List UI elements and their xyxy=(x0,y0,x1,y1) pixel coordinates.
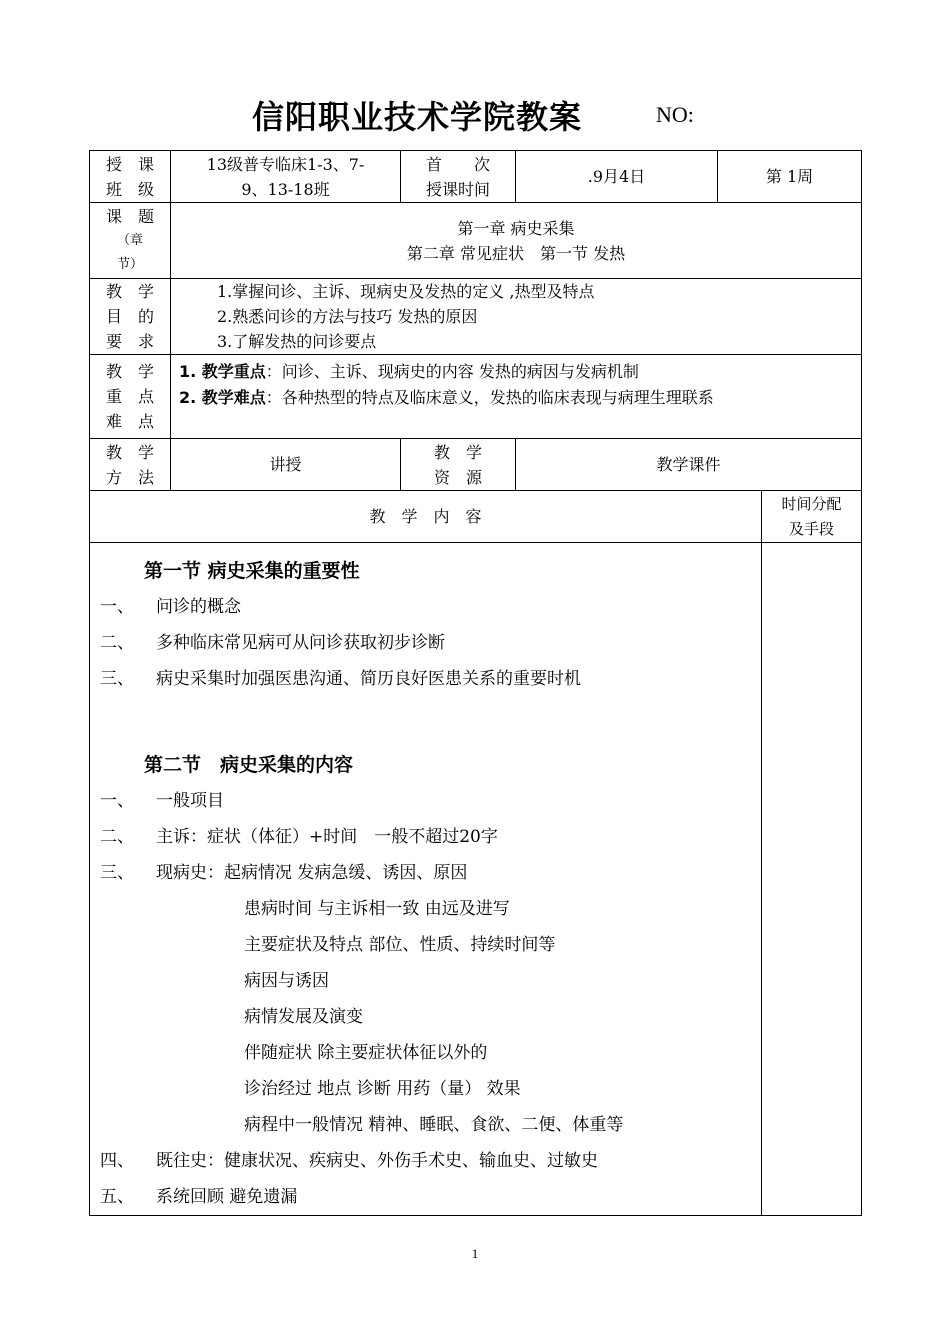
objectives-list xyxy=(171,279,862,355)
keypoints-label-line: 教 学 xyxy=(105,362,154,381)
sub-item: 病情发展及演变 xyxy=(244,1007,363,1027)
item-number: 四、 xyxy=(100,1151,134,1171)
key-point-line xyxy=(179,359,861,385)
first-label-line: 首 次 xyxy=(425,154,490,174)
resource-label-line: 资 源 xyxy=(433,467,482,487)
item-text: 现病史：起病情况 发病急缓、诱因、原因 xyxy=(156,863,468,883)
keypoints-label xyxy=(90,355,171,439)
time-header-line: 时间分配 xyxy=(781,494,842,513)
resource-value: 教学课件 xyxy=(516,439,862,491)
class-label xyxy=(90,151,171,203)
week-value: 第 1周 xyxy=(718,151,862,203)
difficulty-text: ：各种热型的特点及临床意义，发热的临床表现与病理生理联系 xyxy=(265,388,714,407)
keypoints-row xyxy=(90,355,862,439)
item-text: 病史采集时加强医患沟通、简历良好医患关系的重要时机 xyxy=(156,669,581,689)
class-value-line: 9、13-18班 xyxy=(241,179,330,199)
item-number: 一、 xyxy=(100,791,134,811)
objective-item: 3.了解发热的问诊要点 xyxy=(217,332,377,351)
objectives-label-line: 目 的 xyxy=(105,307,154,326)
objectives-label-line: 教 学 xyxy=(105,282,154,301)
list-item xyxy=(100,819,761,855)
item-text: 系统回顾 避免遗漏 xyxy=(156,1187,298,1207)
first-label-line: 授课时间 xyxy=(425,179,490,199)
objectives-row xyxy=(90,279,862,355)
objective-item: 1.掌握问诊、主诉、现病史及发热的定义 ,热型及特点 xyxy=(217,282,595,301)
topic-value xyxy=(171,203,862,279)
resource-label xyxy=(401,439,516,491)
topic-label-line: （章 xyxy=(116,233,143,248)
time-allocation-header xyxy=(762,491,862,543)
topic-label-line: 课 题 xyxy=(105,207,154,226)
number-label: NO: xyxy=(656,102,694,127)
topic-line: 第二章 常见症状 第一节 发热 xyxy=(406,243,626,263)
objectives-label-line: 要 求 xyxy=(105,332,154,351)
keypoints-label-line: 难 点 xyxy=(105,412,154,431)
item-text: 问诊的概念 xyxy=(156,597,241,617)
method-row xyxy=(90,439,862,491)
list-item xyxy=(100,783,761,819)
item-number: 三、 xyxy=(100,669,134,689)
item-number: 二、 xyxy=(100,827,134,847)
content-row xyxy=(90,543,862,1216)
topic-line: 第一章 病史采集 xyxy=(457,218,575,238)
topic-row xyxy=(90,203,862,279)
header xyxy=(0,92,950,142)
objectives-label xyxy=(90,279,171,355)
difficulty-title: 2. 教学难点 xyxy=(179,388,266,407)
class-label-line: 班 级 xyxy=(105,179,154,199)
key-point-text: ：问诊、主诉、现病史的内容 发热的病因与发病机制 xyxy=(265,362,639,381)
item-text: 一般项目 xyxy=(156,791,224,811)
class-info-row xyxy=(90,151,862,203)
sub-item: 病程中一般情况 精神、睡眠、食欲、二便、体重等 xyxy=(244,1115,624,1135)
page-title: 信阳职业技术学院教案 xyxy=(252,98,583,136)
teaching-content xyxy=(90,543,762,1216)
content-header: 教 学 内 容 xyxy=(90,491,762,543)
item-text: 多种临床常见病可从问诊获取初步诊断 xyxy=(156,633,445,653)
section-title: 第一节 病史采集的重要性 xyxy=(144,560,360,582)
item-number: 五、 xyxy=(100,1187,134,1207)
list-item xyxy=(100,661,761,697)
method-label-line: 方 法 xyxy=(105,467,154,487)
sub-item: 病因与诱因 xyxy=(244,971,329,991)
list-item xyxy=(100,855,761,891)
section-title: 第二节 病史采集的内容 xyxy=(144,754,354,776)
method-label xyxy=(90,439,171,491)
time-header-line: 及手段 xyxy=(788,519,834,538)
list-item xyxy=(100,625,761,661)
topic-label-line: 节） xyxy=(116,257,143,272)
difficulty-line xyxy=(179,385,861,411)
sub-item: 伴随症状 除主要症状体征以外的 xyxy=(244,1043,488,1063)
sub-item: 诊治经过 地点 诊断 用药（量） 效果 xyxy=(244,1079,521,1099)
first-class-time-label xyxy=(401,151,516,203)
sub-item: 主要症状及特点 部位、性质、持续时间等 xyxy=(244,935,556,955)
key-point-title: 1. 教学重点 xyxy=(179,362,266,381)
item-text: 主诉：症状（体征）+时间 一般不超过20字 xyxy=(156,827,498,847)
class-value xyxy=(171,151,401,203)
resource-label-line: 教 学 xyxy=(433,442,482,462)
sub-item: 患病时间 与主诉相一致 由远及进写 xyxy=(244,899,510,919)
list-item xyxy=(100,589,761,625)
page-number: 1 xyxy=(471,1246,479,1261)
method-label-line: 教 学 xyxy=(105,442,154,462)
item-text: 既往史：健康状况、疾病史、外伤手术史、输血史、过敏史 xyxy=(156,1151,598,1171)
keypoints-content xyxy=(171,355,862,439)
list-item xyxy=(100,1143,761,1179)
time-allocation-cell xyxy=(762,543,862,1216)
list-item xyxy=(100,1179,761,1215)
method-value: 讲授 xyxy=(171,439,401,491)
class-label-line: 授 课 xyxy=(105,154,154,174)
content-header-row xyxy=(90,491,862,543)
item-number: 三、 xyxy=(100,863,134,883)
lesson-plan-table xyxy=(89,150,862,1216)
topic-label xyxy=(90,203,171,279)
objective-item: 2.熟悉问诊的方法与技巧 发热的原因 xyxy=(217,307,478,326)
date-value: .9月4日 xyxy=(516,151,718,203)
class-value-line: 13级普专临床1-3、7- xyxy=(206,154,365,174)
item-number: 一、 xyxy=(100,597,134,617)
keypoints-label-line: 重 点 xyxy=(105,387,154,406)
item-number: 二、 xyxy=(100,633,134,653)
